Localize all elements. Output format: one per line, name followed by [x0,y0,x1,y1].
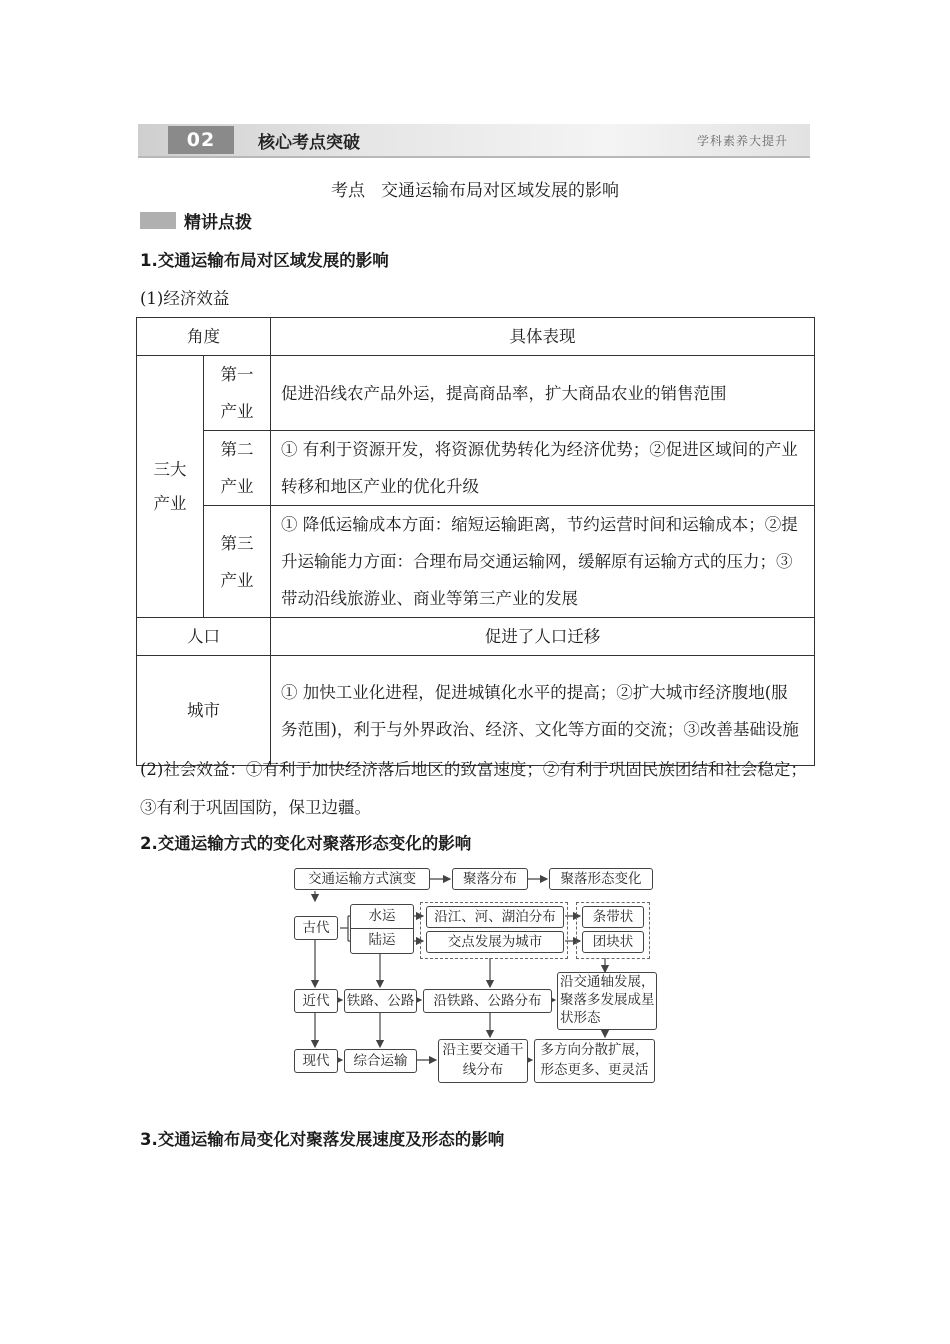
box-gudai: 古代 [294,916,338,940]
table-row [137,618,815,656]
heading-3: 3.交通运输布局变化对聚落发展速度及形态的影响 [140,1130,505,1149]
label-luyun: 陆运 [368,932,396,948]
box-rail-road: 铁路、公路 [344,989,417,1013]
box-star-form: 沿交通轴发展，聚落多发展成星状形态 [557,972,657,1030]
topic-heading [0,176,950,201]
box-transport-evolution: 交通运输方式演变 [294,868,430,890]
table-row [137,356,815,431]
table-row [137,431,815,506]
header-angle: 角度 [137,318,271,356]
chengshi-text: ① 加快工业化进程，促进城镇化水平的提高；②扩大城市经济腹地(服务范围)，利于与外界政治、经济、文化等方面的交流；③改善基础设施 [271,656,815,766]
renkou-label: 人口 [137,618,271,656]
box-jindai: 近代 [294,989,338,1013]
table-row [137,656,815,766]
social-benefit-text: (2)社会效益：①有利于加快经济落后地区的致富速度；②有利于巩固民族团结和社会稳定；③有利于巩固国防，保卫边疆。 [140,760,807,817]
box-integrated-transport: 综合运输 [344,1049,417,1073]
industry-name: 第一产业 [204,356,271,431]
topic-label: 考点 [331,181,365,201]
box-strip-shape: 条带状 [582,906,644,928]
table-header-row [137,318,815,356]
industry-text: 促进沿线农产品外运，提高商品率，扩大商品农业的销售范围 [271,356,815,431]
box-multi-direction: 多方向分散扩展，形态更多、更灵活 [534,1039,655,1083]
heading-1: 1.交通运输布局对区域发展的影响 [140,251,389,270]
box-along-main-lines: 沿主要交通干线分布 [438,1039,528,1083]
sanda-label: 三大产业 [153,459,187,513]
chengshi-label: 城市 [137,656,271,766]
box-settlement-form-change: 聚落形态变化 [549,868,653,890]
box-cluster-shape: 团块状 [582,931,644,953]
topic-title: 交通运输布局对区域发展的影响 [381,181,619,201]
industry-name: 第二产业 [204,431,271,506]
section-subtitle: 学科素养大提升 [696,134,788,148]
sanda-cell [137,356,204,618]
header-detail: 具体表现 [271,318,815,356]
sub-heading-economic: (1)经济效益 [140,289,230,308]
section-banner [138,124,810,158]
renkou-text: 促进了人口迁移 [271,618,815,656]
box-along-rail-road: 沿铁路、公路分布 [423,989,552,1013]
box-settlement-distribution: 聚落分布 [452,868,528,890]
box-along-rivers: 沿江、河、湖泊分布 [426,906,564,928]
box-xiandai: 现代 [294,1049,338,1073]
industry-text: ① 降低运输成本方面：缩短运输距离，节约运营时间和运输成本；②提升运输能力方面：合理布局交通运输网，缓解原有运输方式的压力；③带动沿线旅游业、商业等第三产业的发展 [271,506,815,618]
heading-2: 2.交通运输方式的变化对聚落形态变化的影响 [140,834,472,853]
economic-benefit-table [136,317,815,766]
jingjiang-bar [140,212,176,229]
settlement-diagram [290,864,660,1086]
section-title: 核心考点突破 [258,133,360,153]
box-water-land [350,904,414,954]
box-junction-city: 交点发展为城市 [426,931,564,953]
section-number: 02 [168,126,234,154]
industry-text: ① 有利于资源开发，将资源优势转化为经济优势；②促进区域间的产业转移和地区产业的优化升级 [271,431,815,506]
table-row [137,506,815,618]
label-shuiyun: 水运 [351,905,413,929]
jingjiang-title: 精讲点拨 [184,213,252,233]
industry-name: 第三产业 [204,506,271,618]
